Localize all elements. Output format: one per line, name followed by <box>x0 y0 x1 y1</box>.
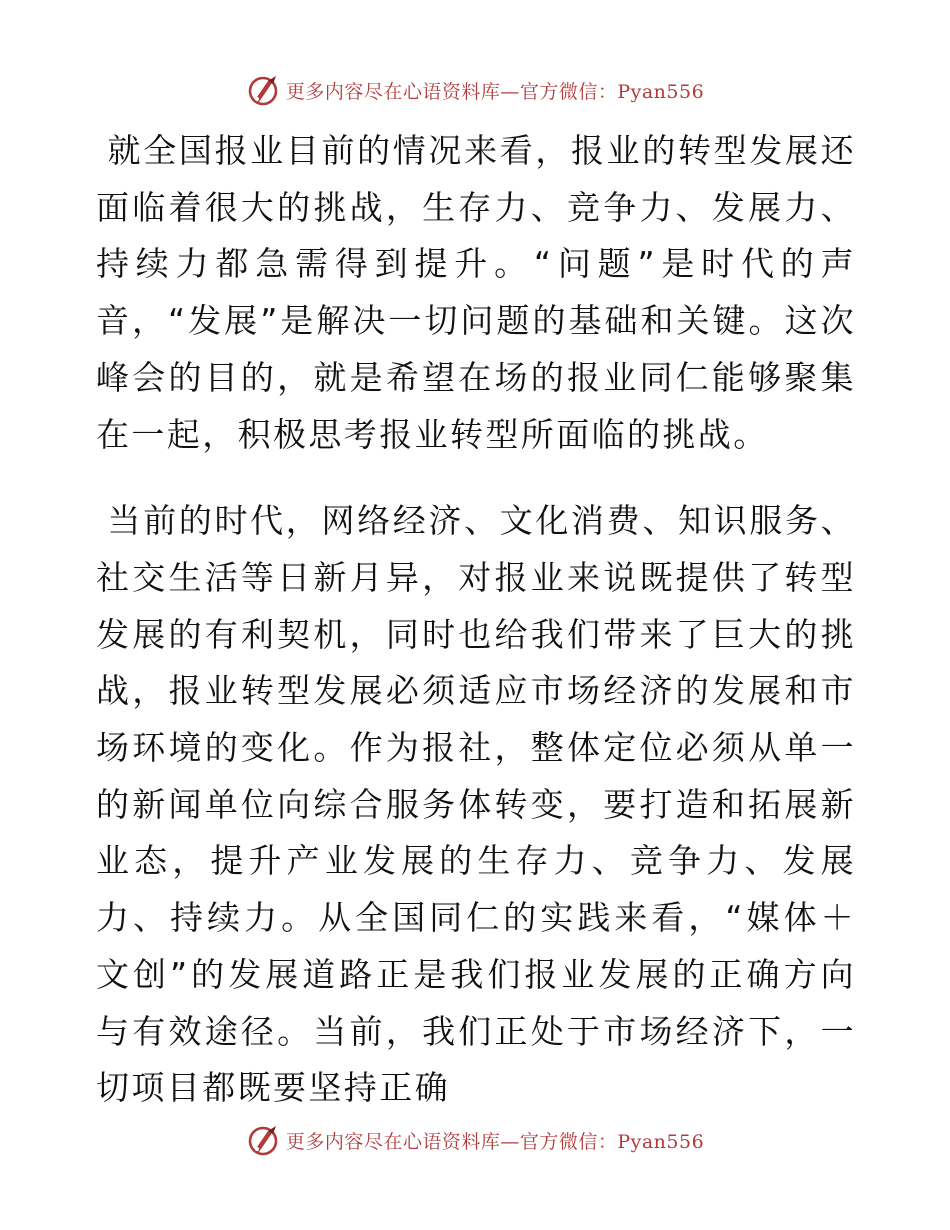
footer-site-text: 更多内容尽在心语资料库—官方微信：Pyan556 <box>285 1130 705 1153</box>
header-site-text: 更多内容尽在心语资料库—官方微信：Pyan556 <box>285 80 705 103</box>
quill-pen-logo-icon <box>246 73 280 107</box>
paragraph-1: 就全国报业目前的情况来看，报业的转型发展还面临着很大的挑战，生存力、竞争力、发展力、持续力都急需得到提升。“问题”是时代的声音，“发展”是解决一切问题的基础和关键。这次峰会的目的，就是希望在场的报业同仁能够聚集在一起，积极思考报业转型所面临的挑战。 <box>96 131 856 454</box>
header-banner <box>0 70 950 110</box>
paragraph-2: 当前的时代，网络经济、文化消费、知识服务、社交生活等日新月异，对报业来说既提供了转型发展的有利契机，同时也给我们带来了巨大的挑战，报业转型发展必须适应市场经济的发展和市场环境的变化。作为报社，整体定位必须从单一的新闻单位向综合服务体转变，要打造和拓展新业态，提升产业发展的生存力、竞争力、发展力、持续力。从全国同仁的实践来看，“媒体＋文创”的发展道路正是我们报业发展的正确方向与有效途径。当前，我们正处于市场经济下，一切项目都既要坚持正确 <box>96 501 856 1108</box>
document-body <box>96 123 856 1117</box>
quill-pen-logo-icon <box>246 1123 280 1157</box>
footer-banner <box>0 1120 950 1160</box>
